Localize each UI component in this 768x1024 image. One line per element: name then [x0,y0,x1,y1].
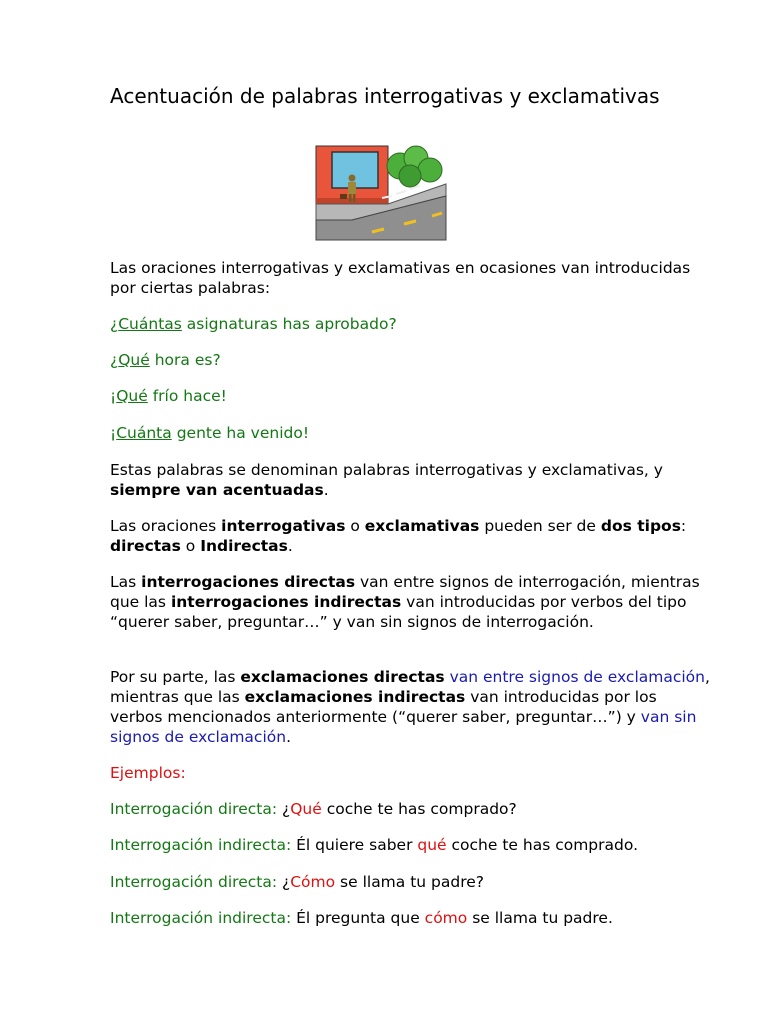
ejemplos-heading: Ejemplos: [110,764,186,782]
example-line: ¿Cuántas asignaturas has aprobado? [110,315,397,333]
example-word: Cuánta [116,424,172,442]
interrogaciones-paragraph: Las interrogaciones directas van entre signos de interrogación, mientras que las interrogaciones indirectas van introducidas por verbos del tipo “querer saber, preguntar…” y van sin signos de interrogación. [110,573,700,631]
example-word: Qué [116,387,148,405]
intro-paragraph: Las oraciones interrogativas y exclamativas en ocasiones van introducidas por ciertas palabras: [110,259,691,297]
tipos-paragraph: Las oraciones interrogativas o exclamativas pueden ser de dos tipos: directas o Indirectas. [110,517,687,555]
street-clipart-icon [312,144,450,244]
exclamaciones-paragraph: Por su parte, las exclamaciones directas van entre signos de exclamación, mientras que las exclamaciones indirectas van introducidas por los verbos mencionados anteriormente (“querer saber, preguntar…”) y van sin signos de exclamación. [110,668,710,746]
example-word: Qué [118,351,150,369]
example-line: ¿Qué hora es? [110,351,221,369]
ejemplo-line: Interrogación directa: ¿Qué coche te has comprado? [110,800,517,818]
example-line: ¡Qué frío hace! [110,387,227,405]
ejemplo-line: Interrogación indirecta: Él quiere saber qué coche te has comprado. [110,836,638,854]
example-line: ¡Cuánta gente ha venido! [110,424,310,442]
ejemplo-line: Interrogación directa: ¿Cómo se llama tu padre? [110,873,485,891]
example-word: Cuántas [118,315,182,333]
denominan-paragraph: Estas palabras se denominan palabras interrogativas y exclamativas, y siempre van acentuadas. [110,461,663,499]
page-title: Acentuación de palabras interrogativas y exclamativas [110,84,660,108]
ejemplo-line: Interrogación indirecta: Él pregunta que cómo se llama tu padre. [110,909,613,927]
